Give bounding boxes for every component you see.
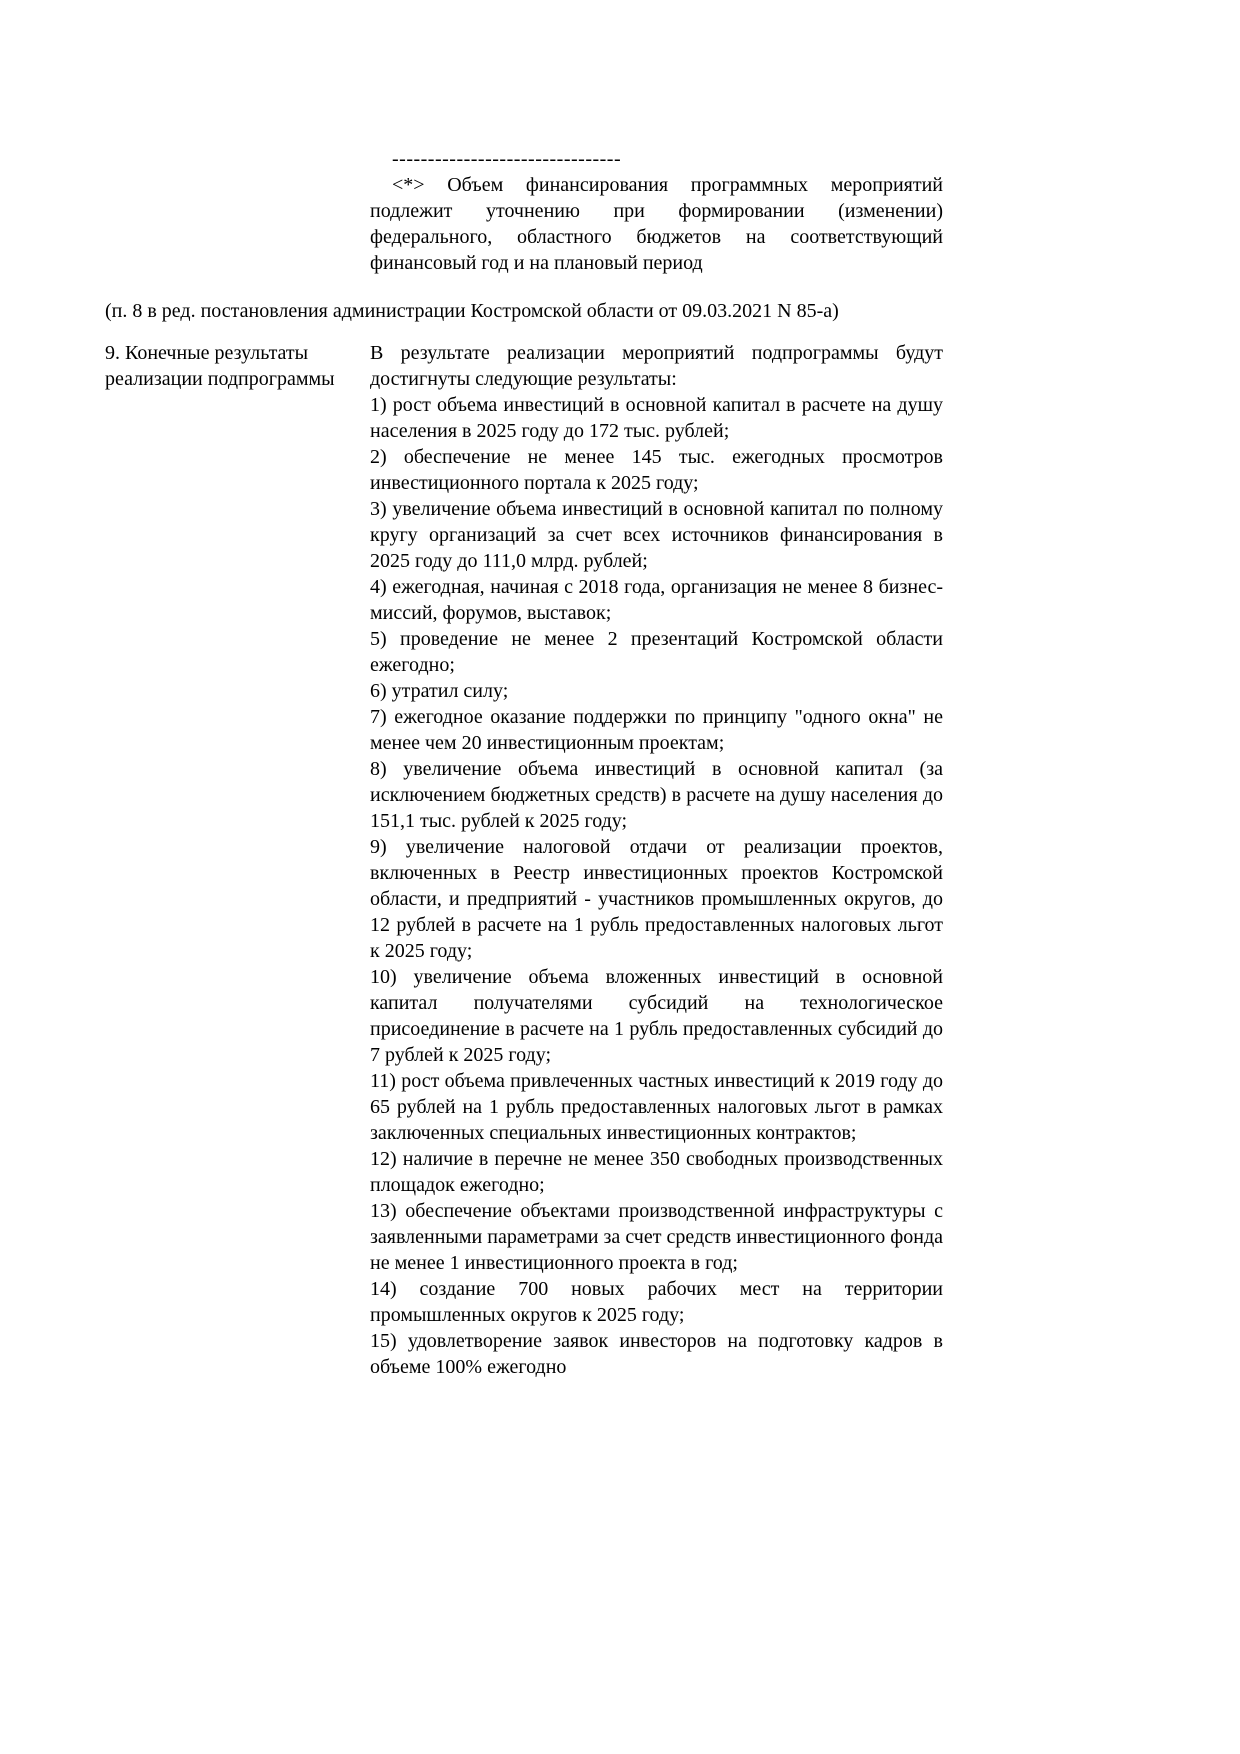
result-item: 7) ежегодное оказание поддержки по принципу "одного окна" не менее чем 20 инвестиционным проектам; [370,706,943,754]
results-intro: В результате реализации мероприятий подпрограммы будут достигнуты следующие результаты: [370,342,943,390]
result-item: 6) утратил силу; [370,680,509,702]
result-item: 8) увеличение объема инвестиций в основной капитал (за исключением бюджетных средств) в расчете на душу населения до 151,1 тыс. рублей к 2025 году; [370,758,943,832]
results-row [105,340,943,1380]
result-item: 13) обеспечение объектами производственной инфраструктуры с заявленными параметрами за счет средств инвестиционного фонда не менее 1 инвестиционного проекта в год; [370,1200,943,1274]
result-item: 11) рост объема привлеченных частных инвестиций к 2019 году до 65 рублей на 1 рубль предоставленных налоговых льгот в рамках заключенных специальных инвестиционных контрактов; [370,1070,943,1144]
result-item: 3) увеличение объема инвестиций в основной капитал по полному кругу организаций за счет всех источников финансирования в 2025 году до 111,0 млрд. рублей; [370,498,943,572]
amendment-note: (п. 8 в ред. постановления администрации Костромской области от 09.03.2021 N 85-а) [105,300,839,322]
footnote-block [370,146,943,276]
result-item: 9) увеличение налоговой отдачи от реализации проектов, включенных в Реестр инвестиционных проектов Костромской области, и предприятий - участников промышленных округов, до 12 рублей в расчете на 1 рубль предоставленных налоговых льгот к 2025 году; [370,836,943,962]
result-item: 4) ежегодная, начиная с 2018 года, организация не менее 8 бизнес-миссий, форумов, выставок; [370,576,943,624]
page-content [105,146,943,1380]
result-item: 15) удовлетворение заявок инвесторов на подготовку кадров в объеме 100% ежегодно [370,1330,943,1378]
result-item: 12) наличие в перечне не менее 350 свободных производственных площадок ежегодно; [370,1148,943,1196]
result-item: 5) проведение не менее 2 презентаций Костромской области ежегодно; [370,628,943,676]
result-item: 10) увеличение объема вложенных инвестиций в основной капитал получателями субсидий на технологическое присоединение в расчете на 1 рубль предоставленных субсидий до 7 рублей к 2025 году; [370,966,943,1066]
result-item: 1) рост объема инвестиций в основной капитал в расчете на душу населения в 2025 году до 172 тыс. рублей; [370,394,943,442]
footnote-divider: -------------------------------- [392,148,622,170]
results-label: 9. Конечные результаты реализации подпрограммы [105,342,335,390]
results-body [370,340,943,1380]
footnote-text: <*> Объем финансирования программных мероприятий подлежит уточнению при формировании (изменении) федерального, областного бюджетов на соответствующий финансовый год и на плановый период [370,174,943,274]
result-item: 2) обеспечение не менее 145 тыс. ежегодных просмотров инвестиционного портала к 2025 году; [370,446,943,494]
result-item: 14) создание 700 новых рабочих мест на территории промышленных округов к 2025 году; [370,1278,943,1326]
